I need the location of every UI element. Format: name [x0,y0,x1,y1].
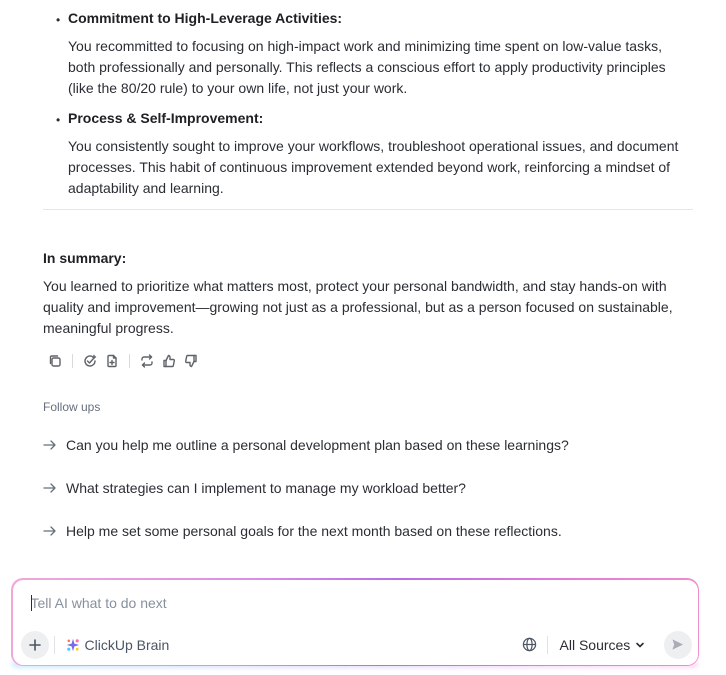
send-button[interactable] [664,631,692,659]
followup-item[interactable] [43,520,562,542]
send-icon [671,638,684,651]
sources-label: All Sources [559,636,631,653]
divider [72,354,73,368]
text-caret [31,595,32,611]
regenerate-icon[interactable] [136,351,158,371]
sources-dropdown[interactable] [560,635,646,655]
thumbs-up-icon[interactable] [158,351,180,371]
copy-icon[interactable] [44,351,66,371]
followup-text: Can you help me outline a personal development plan based on these learnings? [66,437,569,453]
arrow-right-icon [43,524,59,538]
followup-text: Help me set some personal goals for the next month based on these reflections. [66,523,562,539]
plus-icon [29,639,41,651]
followup-text: What strategies can I implement to manage my workload better? [66,480,466,496]
thumbs-down-icon[interactable] [180,351,202,371]
summary-body: You learned to prioritize what matters most, protect your personal bandwidth, and stay hands-on with quality and improvement—growing not just as a professional, but as a person focused on sustainable, meaningful progress. [43,278,673,336]
divider [547,636,548,654]
divider [54,636,55,654]
divider [129,354,130,368]
arrow-right-icon [43,438,59,452]
bullet-title: Commitment to High-Leverage Activities: [68,10,343,26]
followup-item[interactable] [43,477,466,499]
model-selector[interactable] [66,635,170,655]
insert-doc-icon[interactable] [101,351,123,371]
arrow-right-icon [43,481,59,495]
prompt-input[interactable] [31,592,671,614]
chevron-down-icon [635,640,645,650]
clickup-brain-icon [66,638,80,652]
check-create-icon[interactable] [79,351,101,371]
add-attachment-button[interactable] [21,631,49,659]
bullet-dot: • [56,13,61,27]
model-label: ClickUp Brain [84,636,170,653]
bullet-dot: • [56,113,61,127]
followup-item[interactable] [43,434,569,456]
bullet-body: You recommitted to focusing on high-impact work and minimizing time spent on low-value tasks, both professionally and personally. This reflects a conscious effort to apply productivity principles (like the 80/20 rule) to your own life, not just your work. [68,38,666,96]
globe-icon[interactable] [521,636,539,654]
message-actions [44,351,202,371]
followups-label: Follow ups [43,400,101,414]
section-divider [43,209,693,210]
ai-composer [11,578,699,666]
bullet-body: You consistently sought to improve your workflows, troubleshoot operational issues, and document processes. This habit of continuous improvement extended beyond work, reinforcing a mindset of adaptability and learning. [68,138,679,196]
summary-title: In summary: [43,250,127,266]
bullet-title: Process & Self-Improvement: [68,110,264,126]
